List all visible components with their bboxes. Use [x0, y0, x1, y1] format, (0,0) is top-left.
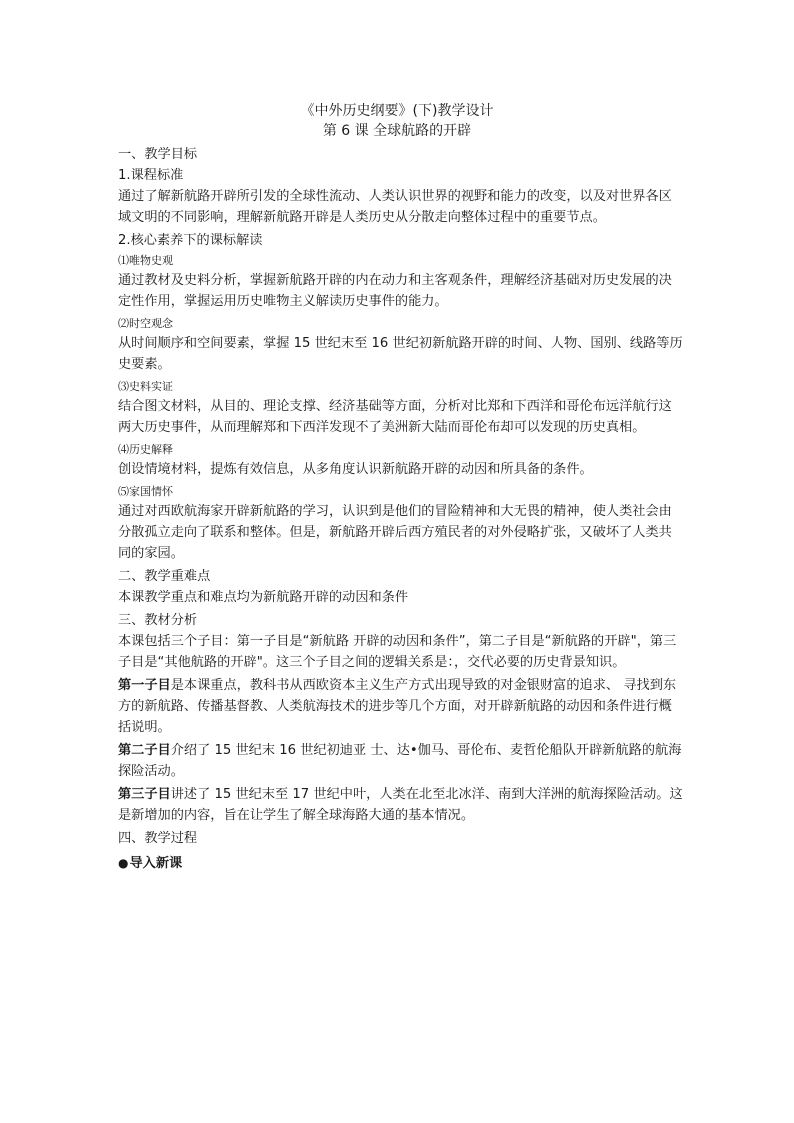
section-heading-textbook-analysis: 三、教材分析 — [118, 613, 198, 628]
subsection-2-text: 介绍了 15 世纪末 16 世纪初迪亚 士、达•伽马、哥伦布、麦哲伦船队开辟新航路的航海探险活动。 — [118, 743, 682, 779]
literacy-heading-evidence: ⑶史料实证 — [118, 380, 173, 393]
section-heading-teaching-process: 四、教学过程 — [118, 831, 198, 846]
literacy-heading-materialism: ⑴唯物史观 — [118, 254, 173, 267]
paragraph-subsection-3 — [118, 784, 684, 826]
literacy-text-evidence: 结合图文材料，从目的、理论支撑、经济基础等方面，分析对比郑和下西洋和哥伦布远洋航行这两大历史事件，从而理解郑和下西洋发现不了美洲新大陆而哥伦布却可以发现的历史真相。 — [118, 399, 672, 435]
literacy-heading-interpretation: ⑷历史解释 — [118, 443, 173, 456]
section-heading-objectives: 一、教学目标 — [118, 147, 198, 162]
literacy-text-patriotism: 通过对西欧航海家开辟新航路的学习，认识到是他们的冒险精神和大无畏的精神，使人类社会由分散孤立走向了联系和整体。但是，新航路开辟后西方殖民者的对外侵略扩张，又破坏了人类共同的家园。 — [118, 504, 672, 561]
paragraph-key-points: 本课教学重点和难点均为新航路开辟的动因和条件 — [118, 590, 409, 605]
lesson-title: 第 6 课 全球航路的开辟 — [322, 123, 472, 139]
subsection-3-label: 第三子目 — [118, 787, 171, 802]
intro-label: 导入新课 — [129, 856, 183, 871]
paragraph-subsection-2 — [118, 740, 684, 782]
literacy-heading-space-time: ⑵时空观念 — [118, 317, 173, 330]
document-title: 《中外历史纲要》(下)教学设计 — [300, 103, 494, 119]
paragraph-textbook-overview: 本课包括三个子目：第一子目是“新航路 开辟的动因和条件”，第二子目是“新航路的开辟"，第三子目是“其他航路的开辟"。这三个子目之间的逻辑关系是：，交代必要的历史背景知识。 — [118, 634, 677, 670]
literacy-text-materialism: 通过教材及史料分析，掌握新航路开辟的内在动力和主客观条件，理解经济基础对历史发展的决定性作用，掌握运用历史唯物主义解读历史事件的能力。 — [118, 273, 672, 309]
paragraph-curriculum-standard: 通过了解新航路开辟所引发的全球性流动、人类认识世界的视野和能力的改变，以及对世界各区域文明的不同影响，理解新航路开辟是人类历史从分散走向整体过程中的重要节点。 — [118, 189, 672, 225]
subheading-curriculum-standard: 1.课程标准 — [118, 168, 184, 183]
subsection-3-text: 讲述了 15 世纪末至 17 世纪中叶，人类在北至北冰洋、南到大洋洲的航海探险活动。这是新增加的内容，旨在让学生了解全球海路大通的基本情况。 — [118, 787, 683, 823]
literacy-heading-patriotism: ⑸家国情怀 — [118, 485, 173, 498]
document-body — [118, 144, 684, 874]
paragraph-subsection-1 — [118, 675, 684, 738]
intro-heading — [118, 853, 684, 874]
subsection-1-text: 是本课重点，教科书从西欧资本主义生产方式出现导致的对金银财富的追求、 寻找到东方的新航路、传播基督教、人类航海技术的进步等几个方面，对开辟新航路的动因和条件进行概括说明。 — [118, 678, 677, 735]
subsection-1-label: 第一子目 — [118, 678, 171, 693]
subsection-2-label: 第二子目 — [118, 743, 171, 758]
bullet-icon: ● — [118, 856, 129, 870]
literacy-text-interpretation: 创设情境材料，提炼有效信息，从多角度认识新航路开辟的动因和所具备的条件。 — [118, 462, 593, 477]
section-heading-key-points: 二、教学重难点 — [118, 569, 211, 584]
subheading-core-literacy: 2.核心素养下的课标解读 — [118, 233, 263, 248]
literacy-text-space-time: 从时间顺序和空间要素，掌握 15 世纪末至 16 世纪初新航路开辟的时间、人物、国别、线路等历史要素。 — [118, 336, 683, 372]
